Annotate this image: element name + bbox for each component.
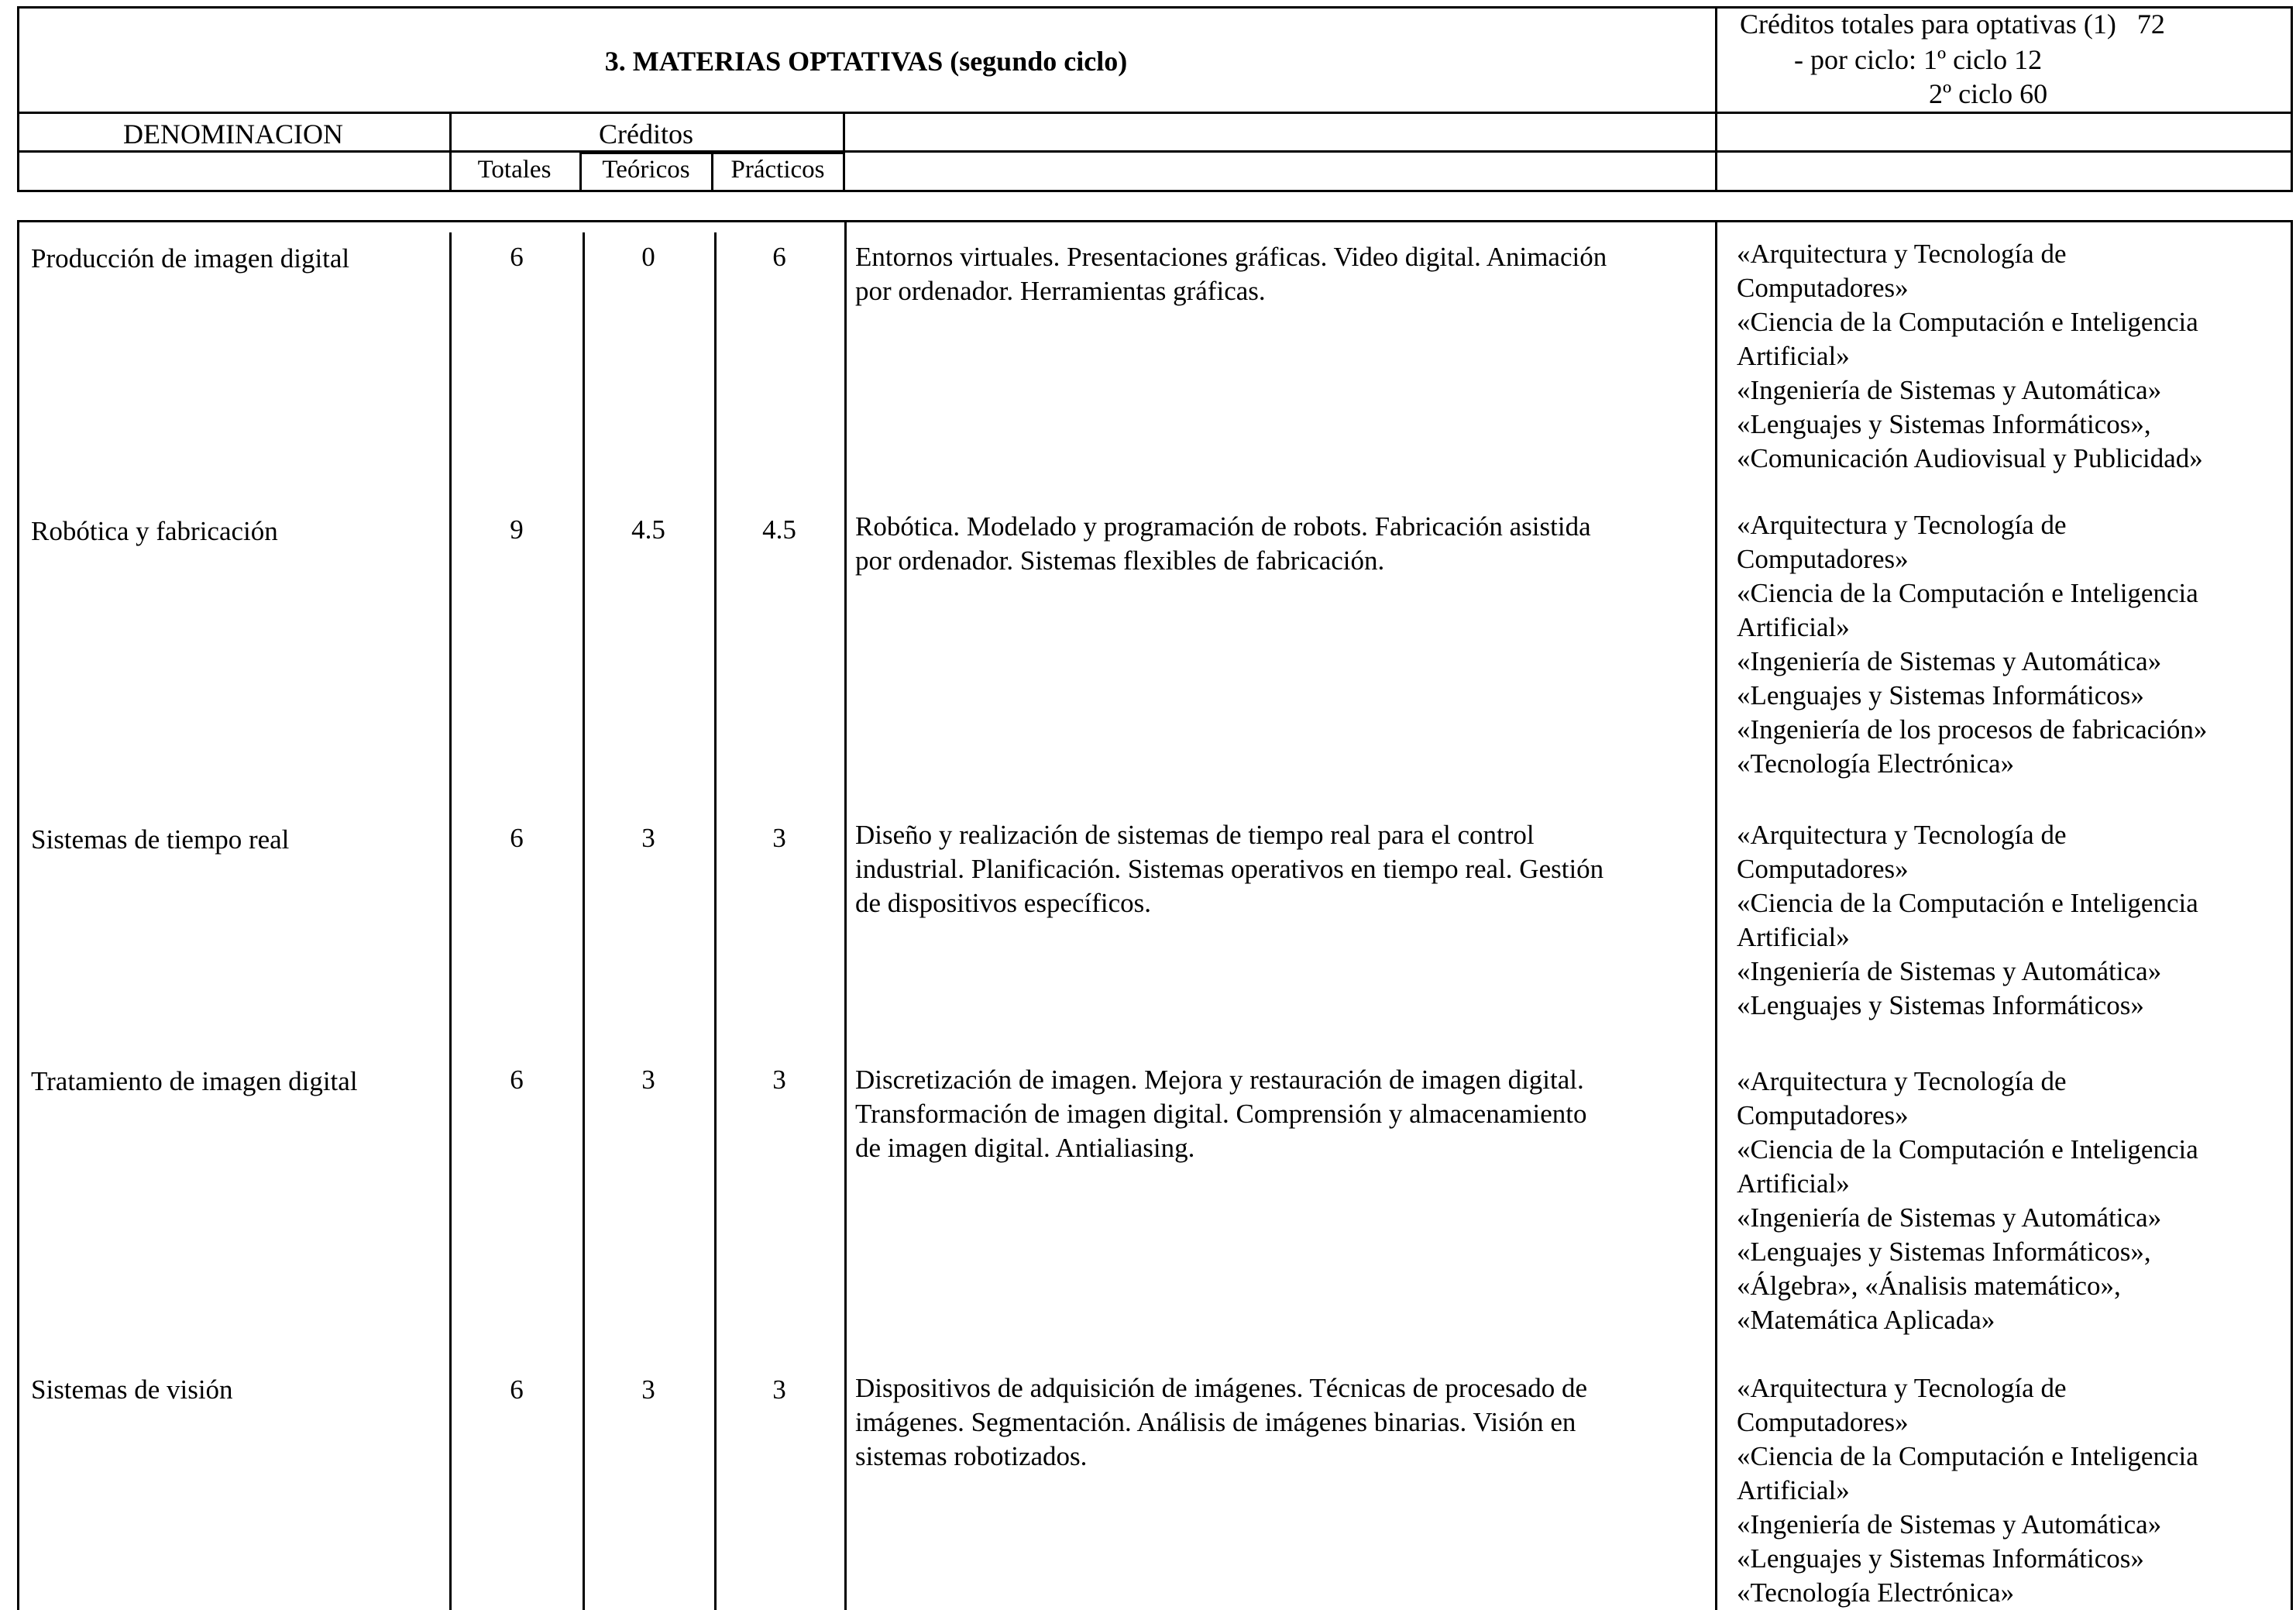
descriptor-line: Dispositivos de adquisición de imágenes. Técnicas de procesado de bbox=[855, 1373, 1588, 1403]
descriptor-line: Discretización de imagen. Mejora y restauración de imagen digital. bbox=[855, 1065, 1584, 1095]
area-line: Computadores» bbox=[1737, 1407, 1909, 1437]
area-line: «Ingeniería de Sistemas y Automática» bbox=[1737, 956, 2162, 986]
descriptor-line: sistemas robotizados. bbox=[855, 1441, 1088, 1471]
col-header-denominacion: DENOMINACION bbox=[123, 119, 343, 150]
area-line: «Comunicación Audiovisual y Publicidad» bbox=[1737, 443, 2203, 473]
credits-totales: 6 bbox=[510, 823, 524, 853]
header-divider-2 bbox=[17, 150, 2293, 153]
credits-info-line-1: Créditos totales para optativas (1) 72 bbox=[1740, 9, 2165, 40]
credits-info-line-3: 2º ciclo 60 bbox=[1929, 78, 2048, 109]
descriptor bbox=[855, 1371, 1710, 1474]
area-line: Artificial» bbox=[1737, 341, 1850, 371]
credits-teoricos: 0 bbox=[641, 242, 655, 272]
area-line: «Matemática Aplicada» bbox=[1737, 1305, 1995, 1335]
area-line: «Arquitectura y Tecnología de bbox=[1737, 239, 2067, 269]
credits-practicos: 3 bbox=[772, 1065, 786, 1095]
body-col-divider-areas bbox=[1715, 220, 1717, 1610]
credits-practicos: 4.5 bbox=[762, 514, 796, 545]
areas-list bbox=[1737, 237, 2203, 476]
descriptor-line: Entornos virtuales. Presentaciones gráficas. Video digital. Animación bbox=[855, 242, 1607, 272]
area-line: «Ingeniería de los procesos de fabricación» bbox=[1737, 714, 2208, 745]
area-line: «Arquitectura y Tecnología de bbox=[1737, 510, 2067, 540]
area-line: «Tecnología Electrónica» bbox=[1737, 1577, 2015, 1608]
page-title: 3. MATERIAS OPTATIVAS (segundo ciclo) bbox=[604, 46, 1128, 77]
area-line: «Ciencia de la Computación e Inteligencia bbox=[1737, 1441, 2198, 1471]
subject-name: Robótica y fabricación bbox=[31, 516, 278, 546]
areas-list bbox=[1737, 1371, 2198, 1610]
area-line: Computadores» bbox=[1737, 854, 1909, 884]
header-col-divider-practicos bbox=[843, 112, 845, 192]
area-line: «Ciencia de la Computación e Inteligencia bbox=[1737, 307, 2198, 337]
descriptor bbox=[855, 818, 1710, 920]
subject-name: Sistemas de visión bbox=[31, 1374, 233, 1405]
areas-list bbox=[1737, 818, 2198, 1023]
descriptor-line: Transformación de imagen digital. Comprensión y almacenamiento bbox=[855, 1099, 1587, 1129]
descriptor-line: Diseño y realización de sistemas de tiempo real para el control bbox=[855, 820, 1535, 850]
area-line: «Arquitectura y Tecnología de bbox=[1737, 820, 2067, 850]
area-line: «Lenguajes y Sistemas Informáticos» bbox=[1737, 1543, 2144, 1574]
area-line: Artificial» bbox=[1737, 1168, 1850, 1199]
credits-totales: 6 bbox=[510, 242, 524, 272]
descriptor bbox=[855, 510, 1710, 578]
col-header-practicos: Prácticos bbox=[730, 156, 825, 184]
subject-name: Sistemas de tiempo real bbox=[31, 824, 290, 855]
area-line: «Lenguajes y Sistemas Informáticos», bbox=[1737, 409, 2151, 439]
area-line: «Lenguajes y Sistemas Informáticos», bbox=[1737, 1237, 2151, 1267]
descriptor-line: de dispositivos específicos. bbox=[855, 888, 1152, 918]
credits-teoricos: 4.5 bbox=[631, 514, 665, 545]
credits-totales: 9 bbox=[510, 514, 524, 545]
areas-list bbox=[1737, 508, 2207, 781]
body-col-divider-practicos bbox=[844, 220, 847, 1610]
area-line: «Ingeniería de Sistemas y Automática» bbox=[1737, 375, 2162, 405]
area-line: «Arquitectura y Tecnología de bbox=[1737, 1066, 2067, 1096]
area-line: Computadores» bbox=[1737, 544, 1909, 574]
descriptor-line: por ordenador. Herramientas gráficas. bbox=[855, 276, 1266, 306]
credits-teoricos: 3 bbox=[641, 1065, 655, 1095]
descriptor bbox=[855, 1063, 1710, 1165]
credits-teoricos: 3 bbox=[641, 823, 655, 853]
area-line: «Ingeniería de Sistemas y Automática» bbox=[1737, 1509, 2162, 1539]
col-header-creditos: Créditos bbox=[599, 119, 693, 150]
credits-totales: 6 bbox=[510, 1374, 524, 1405]
areas-list bbox=[1737, 1065, 2198, 1337]
area-line: «Lenguajes y Sistemas Informáticos» bbox=[1737, 990, 2144, 1020]
descriptor-line: industrial. Planificación. Sistemas operativos en tiempo real. Gestión bbox=[855, 854, 1604, 884]
credits-totales: 6 bbox=[510, 1065, 524, 1095]
subject-name: Tratamiento de imagen digital bbox=[31, 1066, 358, 1096]
subject-name: Producción de imagen digital bbox=[31, 243, 350, 273]
area-line: Artificial» bbox=[1737, 922, 1850, 952]
descriptor-line: imágenes. Segmentación. Análisis de imágenes binarias. Visión en bbox=[855, 1407, 1576, 1437]
area-line: «Lenguajes y Sistemas Informáticos» bbox=[1737, 680, 2144, 710]
area-line: «Arquitectura y Tecnología de bbox=[1737, 1373, 2067, 1403]
credits-info-line-2: - por ciclo: 1º ciclo 12 bbox=[1794, 44, 2043, 75]
header-col-divider-main bbox=[1715, 6, 1717, 192]
descriptor-line: de imagen digital. Antialiasing. bbox=[855, 1133, 1195, 1163]
credits-practicos: 6 bbox=[772, 242, 786, 272]
area-line: «Ciencia de la Computación e Inteligencia bbox=[1737, 888, 2198, 918]
credits-teoricos: 3 bbox=[641, 1374, 655, 1405]
area-line: «Ingeniería de Sistemas y Automática» bbox=[1737, 1202, 2162, 1233]
col-header-totales: Totales bbox=[477, 156, 552, 184]
area-line: Artificial» bbox=[1737, 612, 1850, 642]
descriptor-line: Robótica. Modelado y programación de robots. Fabricación asistida bbox=[855, 511, 1591, 542]
area-line: «Ciencia de la Computación e Inteligencia bbox=[1737, 578, 2198, 608]
area-line: «Tecnología Electrónica» bbox=[1737, 748, 2015, 779]
area-line: «Ingeniería de Sistemas y Automática» bbox=[1737, 646, 2162, 676]
area-line: Computadores» bbox=[1737, 273, 1909, 303]
credits-practicos: 3 bbox=[772, 1374, 786, 1405]
area-line: «Álgebra», «Ánalisis matemático», bbox=[1737, 1271, 2121, 1301]
area-line: Artificial» bbox=[1737, 1475, 1850, 1505]
col-header-teoricos: Teóricos bbox=[602, 156, 690, 184]
credits-practicos: 3 bbox=[772, 823, 786, 853]
descriptor bbox=[855, 240, 1710, 308]
area-line: «Ciencia de la Computación e Inteligencia bbox=[1737, 1134, 2198, 1164]
area-line: Computadores» bbox=[1737, 1100, 1909, 1130]
descriptor-line: por ordenador. Sistemas flexibles de fabricación. bbox=[855, 545, 1385, 576]
header-divider-1 bbox=[17, 112, 2293, 114]
